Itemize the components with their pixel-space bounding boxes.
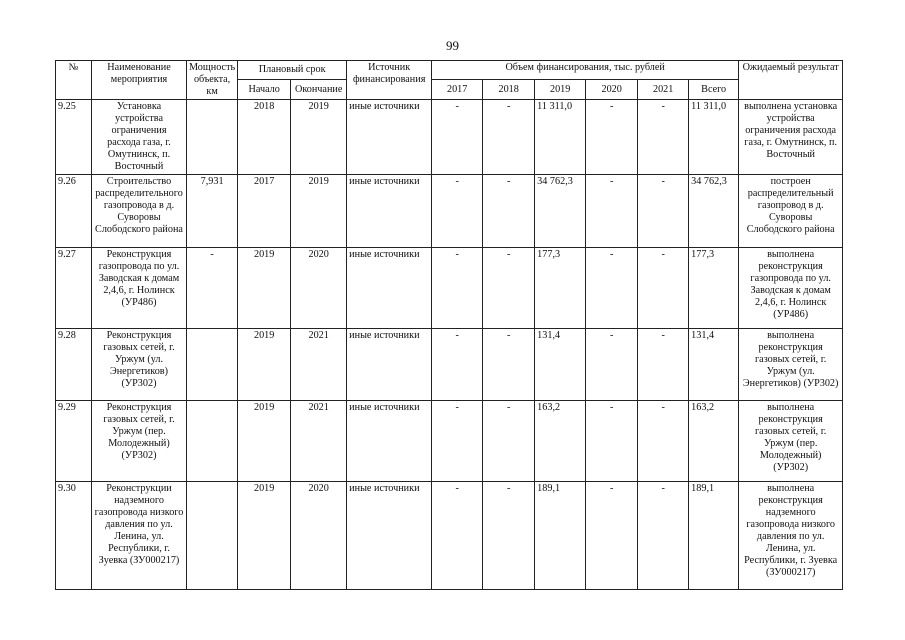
cell-name: Строительство распределительного газопровода в д. Суворовы Слободского района — [92, 175, 187, 248]
cell-year-2018: - — [483, 329, 535, 401]
header-2018: 2018 — [483, 80, 535, 100]
cell-year-2018: - — [483, 401, 535, 482]
header-2019: 2019 — [535, 80, 586, 100]
cell-year-2017: - — [432, 175, 483, 248]
header-total: Всего — [689, 80, 739, 100]
table-row — [56, 482, 843, 590]
cell-num: 9.30 — [56, 482, 92, 590]
header-num: № — [56, 61, 92, 100]
cell-result: построен распределительный газопровод в д. Суворовы Слободского района — [739, 175, 843, 248]
cell-start: 2019 — [238, 401, 291, 482]
cell-name: Реконструкция газовых сетей, г. Уржум (пер. Молодежный) (УР302) — [92, 401, 187, 482]
cell-year-2018: - — [483, 482, 535, 590]
cell-year-2017: - — [432, 329, 483, 401]
cell-start: 2019 — [238, 329, 291, 401]
cell-source: иные источники — [347, 482, 432, 590]
cell-end: 2021 — [291, 401, 347, 482]
cell-source: иные источники — [347, 329, 432, 401]
table-row — [56, 175, 843, 248]
cell-num: 9.26 — [56, 175, 92, 248]
cell-end: 2020 — [291, 482, 347, 590]
cell-year-2021: - — [638, 329, 689, 401]
header-result: Ожидаемый результат — [739, 61, 843, 100]
cell-num: 9.29 — [56, 401, 92, 482]
header-source: Источник финансирования — [347, 61, 432, 100]
cell-year-2017: - — [432, 100, 483, 175]
cell-year-2019: 34 762,3 — [535, 175, 586, 248]
cell-end: 2020 — [291, 248, 347, 329]
cell-name: Реконструкция газовых сетей, г. Уржум (ул. Энергетиков) (УР302) — [92, 329, 187, 401]
cell-year-2019: 189,1 — [535, 482, 586, 590]
cell-year-2019: 163,2 — [535, 401, 586, 482]
cell-total: 11 311,0 — [689, 100, 739, 175]
cell-year-2020: - — [586, 175, 638, 248]
cell-year-2020: - — [586, 100, 638, 175]
cell-capacity — [187, 482, 238, 590]
cell-capacity — [187, 100, 238, 175]
table-row — [56, 329, 843, 401]
cell-result: выполнена реконструкция газопровода по ул. Заводская к домам 2,4,6, г. Нолинск (УР486) — [739, 248, 843, 329]
header-2017: 2017 — [432, 80, 483, 100]
cell-capacity: - — [187, 248, 238, 329]
cell-name: Реконструкция газопровода по ул. Заводская к домам 2,4,6, г. Нолинск (УР486) — [92, 248, 187, 329]
header-term-start: Начало — [238, 80, 291, 100]
cell-year-2019: 11 311,0 — [535, 100, 586, 175]
header-term: Плановый срок — [238, 61, 347, 80]
cell-year-2017: - — [432, 248, 483, 329]
cell-year-2017: - — [432, 401, 483, 482]
cell-num: 9.25 — [56, 100, 92, 175]
cell-total: 189,1 — [689, 482, 739, 590]
cell-start: 2017 — [238, 175, 291, 248]
header-capacity: Мощность объекта, км — [187, 61, 238, 100]
table-row — [56, 100, 843, 175]
header-2020: 2020 — [586, 80, 638, 100]
cell-start: 2018 — [238, 100, 291, 175]
cell-total: 177,3 — [689, 248, 739, 329]
cell-result: выполнена реконструкция надземного газопровода низкого давления по ул. Ленина, ул. Республики, г. Зуевка (ЗУ000217) — [739, 482, 843, 590]
cell-capacity — [187, 401, 238, 482]
cell-result: выполнена реконструкция газовых сетей, г. Уржум (пер. Молодежный) (УР302) — [739, 401, 843, 482]
page-number: 99 — [446, 38, 459, 53]
cell-start: 2019 — [238, 482, 291, 590]
cell-year-2019: 177,3 — [535, 248, 586, 329]
header-name: Наименование мероприятия — [92, 61, 187, 100]
cell-year-2020: - — [586, 248, 638, 329]
cell-year-2021: - — [638, 175, 689, 248]
cell-result: выполнена установка устройства ограничения расхода газа, г. Омутнинск, п. Восточный — [739, 100, 843, 175]
cell-source: иные источники — [347, 248, 432, 329]
cell-year-2018: - — [483, 100, 535, 175]
cell-source: иные источники — [347, 401, 432, 482]
cell-year-2021: - — [638, 100, 689, 175]
cell-year-2020: - — [586, 401, 638, 482]
cell-year-2021: - — [638, 482, 689, 590]
cell-num: 9.27 — [56, 248, 92, 329]
cell-year-2017: - — [432, 482, 483, 590]
cell-year-2018: - — [483, 248, 535, 329]
table-row — [56, 401, 843, 482]
cell-year-2021: - — [638, 401, 689, 482]
cell-capacity: 7,931 — [187, 175, 238, 248]
cell-capacity — [187, 329, 238, 401]
cell-year-2018: - — [483, 175, 535, 248]
cell-total: 131,4 — [689, 329, 739, 401]
cell-source: иные источники — [347, 100, 432, 175]
table-row — [56, 248, 843, 329]
table-body — [56, 100, 843, 590]
cell-num: 9.28 — [56, 329, 92, 401]
cell-total: 34 762,3 — [689, 175, 739, 248]
header-funding: Объем финансирования, тыс. рублей — [432, 61, 739, 80]
header-2021: 2021 — [638, 80, 689, 100]
funding-table — [55, 60, 843, 590]
cell-result: выполнена реконструкция газовых сетей, г. Уржум (ул. Энергетиков) (УР302) — [739, 329, 843, 401]
cell-total: 163,2 — [689, 401, 739, 482]
cell-end: 2019 — [291, 100, 347, 175]
cell-year-2020: - — [586, 482, 638, 590]
cell-year-2021: - — [638, 248, 689, 329]
cell-name: Установка устройства ограничения расхода газа, г. Омутнинск, п. Восточный — [92, 100, 187, 175]
cell-source: иные источники — [347, 175, 432, 248]
header-term-end: Окончание — [291, 80, 347, 100]
cell-name: Реконструкции надземного газопровода низкого давления по ул. Ленина, ул. Республики, г. Зуевка (ЗУ000217) — [92, 482, 187, 590]
cell-start: 2019 — [238, 248, 291, 329]
cell-year-2020: - — [586, 329, 638, 401]
cell-end: 2019 — [291, 175, 347, 248]
cell-year-2019: 131,4 — [535, 329, 586, 401]
table-header — [56, 61, 843, 100]
cell-end: 2021 — [291, 329, 347, 401]
